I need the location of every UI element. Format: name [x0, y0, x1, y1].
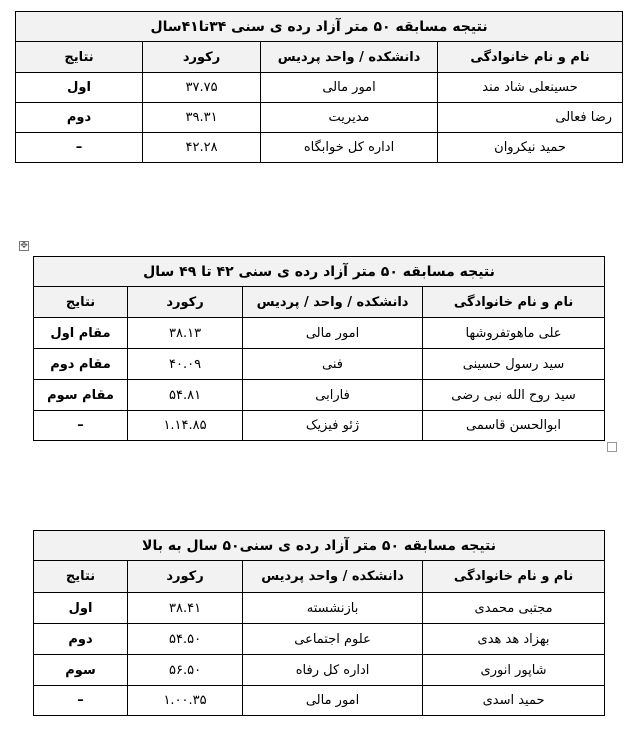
header-name: نام و نام خانوادگی	[423, 287, 605, 318]
cell-result: –	[34, 686, 128, 716]
table-row	[16, 103, 623, 133]
cell-faculty: امور مالی	[261, 73, 438, 103]
table-row	[34, 655, 605, 686]
cell-result: مقام اول	[34, 318, 128, 349]
cell-result: سوم	[34, 655, 128, 686]
cell-faculty: امور مالی	[243, 686, 423, 716]
table-row	[16, 133, 623, 163]
table-title: نتیجه مسابقه ۵۰ متر آزاد رده ی سنی ۳۴تا۴۱سال	[16, 12, 623, 42]
table-move-handle-icon[interactable]: ✥	[20, 241, 28, 251]
table-row	[16, 73, 623, 103]
cell-faculty: امور مالی	[243, 318, 423, 349]
table-resize-handle-icon[interactable]	[607, 442, 617, 452]
cell-result: –	[34, 411, 128, 441]
header-faculty: دانشکده / واحد پردیس	[261, 42, 438, 73]
table-row	[34, 380, 605, 411]
cell-record: ۵۴.۵۰	[128, 624, 243, 655]
cell-faculty: فارابی	[243, 380, 423, 411]
cell-name: سید رسول حسینی	[423, 349, 605, 380]
cell-record: ۵۶.۵۰	[128, 655, 243, 686]
header-record: رکورد	[128, 561, 243, 593]
cell-name: سید روح الله نبی رضی	[423, 380, 605, 411]
cell-record: ۱.۱۴.۸۵	[128, 411, 243, 441]
results-table-age-42-49	[33, 256, 605, 441]
cell-faculty: ژئو فیزیک	[243, 411, 423, 441]
header-faculty: دانشکده / واحد / پردیس	[243, 287, 423, 318]
cell-faculty: مدیریت	[261, 103, 438, 133]
cell-name: ابوالحسن قاسمی	[423, 411, 605, 441]
header-faculty: دانشکده / واحد پردیس	[243, 561, 423, 593]
cell-faculty: اداره کل خوابگاه	[261, 133, 438, 163]
cell-name: رضا فعالی	[438, 103, 623, 133]
header-name: نام و نام خانوادگی	[423, 561, 605, 593]
cell-name: مجتبی محمدی	[423, 593, 605, 624]
cell-result: دوم	[16, 103, 143, 133]
cell-result: –	[16, 133, 143, 163]
cell-name: شاپور انوری	[423, 655, 605, 686]
cell-result: مقام سوم	[34, 380, 128, 411]
cell-record: ۱.۰۰.۳۵	[128, 686, 243, 716]
cell-name: علی ماهوتفروشها	[423, 318, 605, 349]
table-row	[34, 624, 605, 655]
header-result: نتایج	[34, 561, 128, 593]
table-title: نتیجه مسابقه ۵۰ متر آزاد رده ی سنی۵۰ سال به بالا	[34, 531, 605, 561]
results-table-age-50-plus	[33, 530, 605, 716]
header-name: نام و نام خانوادگی	[438, 42, 623, 73]
cell-faculty: بازنشسته	[243, 593, 423, 624]
table-row	[34, 686, 605, 716]
cell-record: ۳۹.۳۱	[143, 103, 261, 133]
cell-faculty: فنی	[243, 349, 423, 380]
cell-name: بهزاد هد هدی	[423, 624, 605, 655]
header-record: رکورد	[143, 42, 261, 73]
cell-name: حمید اسدی	[423, 686, 605, 716]
cell-result: اول	[16, 73, 143, 103]
header-result: نتایج	[34, 287, 128, 318]
cell-record: ۳۸.۱۳	[128, 318, 243, 349]
cell-name: حسینعلی شاد مند	[438, 73, 623, 103]
table-title: نتیجه مسابقه ۵۰ متر آزاد رده ی سنی ۴۲ تا ۴۹ سال	[34, 257, 605, 287]
cell-faculty: علوم اجتماعی	[243, 624, 423, 655]
cell-record: ۳۷.۷۵	[143, 73, 261, 103]
cell-record: ۴۲.۲۸	[143, 133, 261, 163]
cell-result: اول	[34, 593, 128, 624]
cell-record: ۴۰.۰۹	[128, 349, 243, 380]
cell-name: حمید نیکروان	[438, 133, 623, 163]
table-row	[34, 593, 605, 624]
header-result: نتایج	[16, 42, 143, 73]
table-row	[34, 411, 605, 441]
results-table-age-34-41	[15, 11, 623, 163]
cell-result: مقام دوم	[34, 349, 128, 380]
cell-faculty: اداره کل رفاه	[243, 655, 423, 686]
cell-record: ۵۴.۸۱	[128, 380, 243, 411]
header-record: رکورد	[128, 287, 243, 318]
cell-result: دوم	[34, 624, 128, 655]
table-row	[34, 318, 605, 349]
cell-record: ۳۸.۴۱	[128, 593, 243, 624]
table-row	[34, 349, 605, 380]
